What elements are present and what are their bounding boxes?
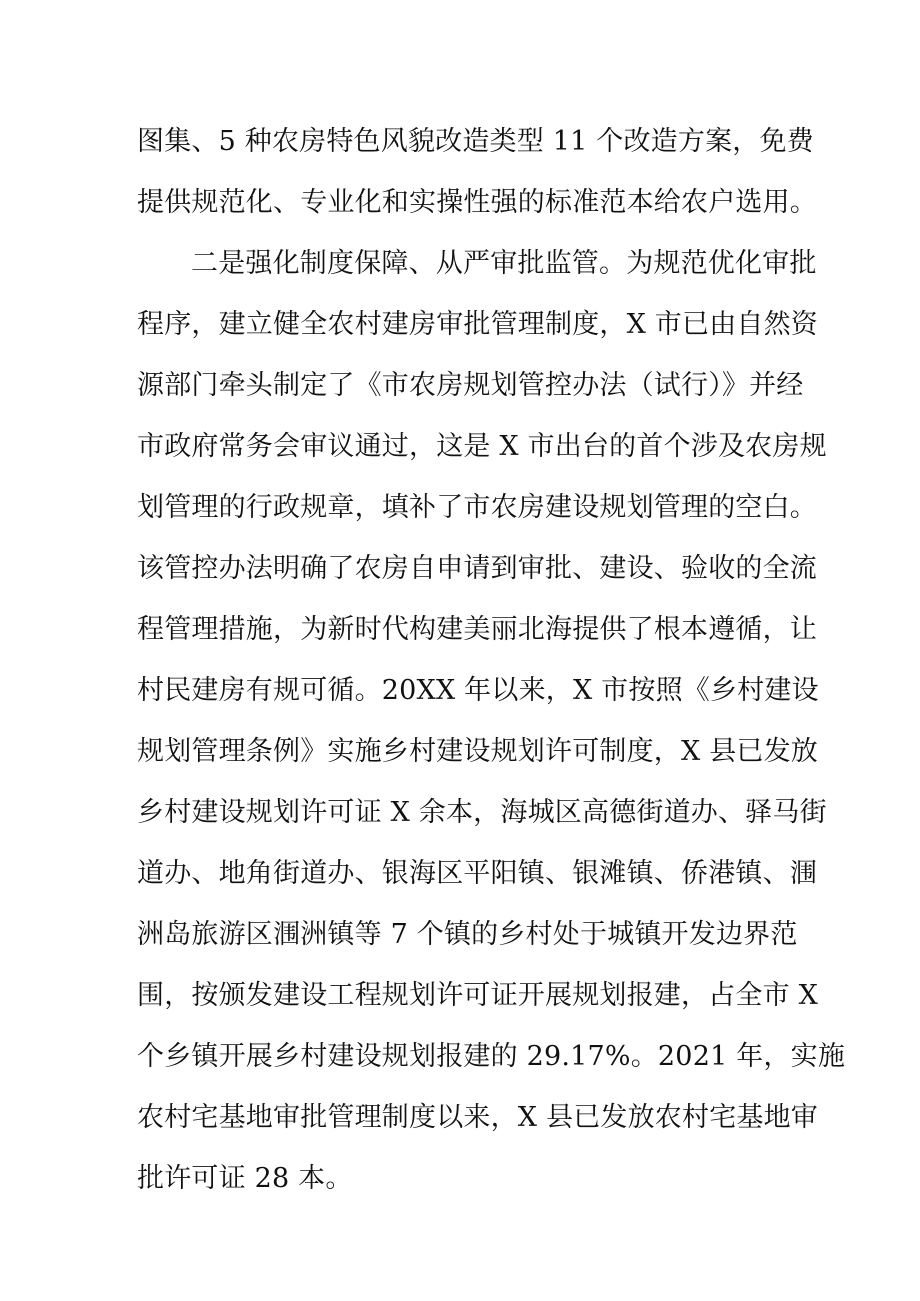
text-line: 农村宅基地审批管理制度以来，X 县已发放农村宅基地审: [137, 1102, 819, 1133]
text-line: 洲岛旅游区涠洲镇等 7 个镇的乡村处于城镇开发边界范: [137, 919, 798, 950]
text-line: 程序，建立健全农村建房审批管理制度，X 市已由自然资: [137, 309, 819, 340]
text-line: 道办、地角街道办、银海区平阳镇、银滩镇、侨港镇、涠: [137, 858, 817, 889]
text-line: 乡村建设规划许可证 X 余本，海城区高德街道办、驿马街: [137, 797, 827, 828]
text-line: 图集、5 种农房特色风貌改造类型 11 个改造方案，免费: [137, 126, 814, 157]
text-line: 围，按颁发建设工程规划许可证开展规划报建，占全市 X: [137, 980, 819, 1011]
text-line: 程管理措施，为新时代构建美丽北海提供了根本遵循，让: [137, 614, 817, 645]
text-line: 该管控办法明确了农房自申请到审批、建设、验收的全流: [137, 553, 817, 584]
text-line: 划管理的行政规章，填补了市农房建设规划管理的空白。: [137, 492, 817, 523]
text-line: 市政府常务会审议通过，这是 X 市出台的首个涉及农房规: [137, 431, 827, 462]
text-line: 提供规范化、专业化和实操性强的标准范本给农户选用。: [137, 187, 817, 218]
text-line: 个乡镇开展乡村建设规划报建的 29.17%。2021 年，实施: [137, 1041, 846, 1072]
text-line: 村民建房有规可循。20XX 年以来，X 市按照《乡村建设: [137, 675, 819, 706]
text-line: 源部门牵头制定了《市农房规划管控办法（试行）》并经: [137, 370, 804, 401]
text-line: 规划管理条例》实施乡村建设规划许可制度，X 县已发放: [137, 736, 819, 767]
text-line: 批许可证 28 本。: [137, 1163, 353, 1194]
paragraph-first-line: 二是强化制度保障、从严审批监管。为规范优化审批: [191, 248, 817, 279]
